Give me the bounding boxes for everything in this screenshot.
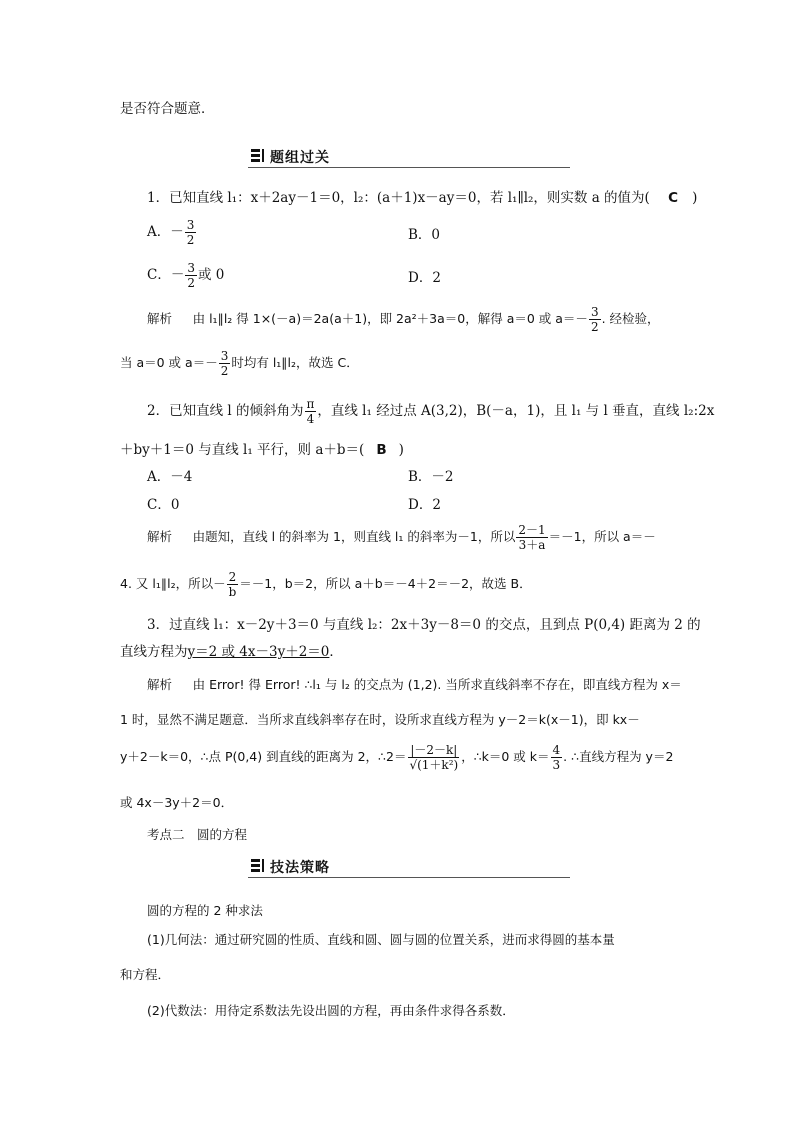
section-underline bbox=[248, 877, 570, 878]
solution-3-line-3: y＋2－k＝0，∴点 P(0,4) 到直线的距离为 2，∴2＝ $\frac{|-2-k|}{\text{√(1＋k²)}}$ ，∴k＝0 或 k＝ $\frac{4}{3}$ . ∴直线方程为 y＝2 bbox=[120, 743, 674, 772]
question-3-stem-line-2: 直线方程为y＝2 或 4x－3y＋2＝0． bbox=[120, 644, 343, 660]
solution-1-line-2: 当 a＝0 或 a＝－ $\frac{3}{2}$ 时均有 l₁∥l₂，故选 C． bbox=[120, 349, 359, 378]
question-2-stem-line-1: 2．已知直线 l 的倾斜角为 $\frac{\pi}{4}$ ，直线 l₁ 经过点 A(3,2)，B(－a，1)，且 l₁ 与 l 垂直，直线 l₂:2x bbox=[147, 397, 715, 426]
answer-blank: y＝2 或 4x－3y＋2＝0 bbox=[187, 644, 330, 660]
section-underline bbox=[248, 167, 570, 168]
continuation-text: 是否符合题意． bbox=[120, 101, 215, 117]
question-3-stem-line-1: 3．过直线 l₁：x－2y＋3＝0 与直线 l₂：2x＋3y－8＝0 的交点，且到点 P(0,4) 距离为 2 的 bbox=[147, 617, 701, 633]
option-a: A．－ $\frac{3}{2}$ bbox=[147, 218, 195, 247]
solution-2-line-2: 4. 又 l₁∥l₂，所以－ $\frac{2}{b}$ ＝－1，b＝2，所以 a＋b＝－4＋2＝－2，故选 B． bbox=[120, 570, 532, 599]
answer-letter: B bbox=[376, 442, 387, 458]
section-title: 题组过关 bbox=[270, 150, 330, 166]
solution-label: 解析 bbox=[147, 677, 173, 692]
option-a: A．－4 bbox=[147, 469, 193, 485]
solution-3-line-4: 或 4x－3y＋2＝0． bbox=[120, 795, 234, 810]
solution-label: 解析 bbox=[147, 529, 173, 544]
question-1-stem: 1．已知直线 l₁：x＋2ay－1＝0，l₂：(a＋1)x－ay＝0，若 l₁∥l₂，则实数 a 的值为( C ) bbox=[147, 190, 698, 206]
option-b: B．0 bbox=[408, 227, 441, 243]
section-header-strategy bbox=[248, 856, 570, 878]
solution-2-line-1: 解析 由题知，直线 l 的斜率为 1，则直线 l₁ 的斜率为－1，所以 $\frac{2-1}{3+a}$ ＝－1，所以 a＝－ bbox=[147, 523, 656, 552]
section-marker-icon bbox=[251, 859, 265, 873]
option-c: C．－ $\frac{3}{2}$ 或 0 bbox=[147, 261, 225, 290]
method-intro: 圆的方程的 2 种求法 bbox=[147, 903, 263, 918]
section-header-practice bbox=[248, 146, 570, 168]
section-title: 技法策略 bbox=[270, 860, 330, 876]
method-2: (2)代数法：用待定系数法先设出圆的方程，再由条件求得各系数． bbox=[147, 1003, 515, 1018]
option-d: D．2 bbox=[408, 497, 441, 513]
option-b: B．－2 bbox=[408, 469, 454, 485]
question-2-stem-line-2: ＋by＋1＝0 与直线 l₁ 平行，则 a＋b＝( B ) bbox=[120, 442, 404, 458]
topic-heading: 考点二 圆的方程 bbox=[147, 827, 248, 842]
method-1-line-2: 和方程． bbox=[120, 967, 171, 982]
solution-1-line-1: 解析 由 l₁∥l₂ 得 1×(－a)＝2a(a＋1)，即 2a²＋3a＝0，解得 a＝0 或 a＝－ $\frac{3}{2}$ . 经检验， bbox=[147, 305, 660, 334]
solution-3-line-1: 解析 由 Error! 得 Error! ∴l₁ 与 l₂ 的交点为 (1,2). 当所求直线斜率不存在，即直线方程为 x＝ bbox=[147, 677, 682, 692]
section-marker-icon bbox=[251, 149, 265, 163]
method-1-line-1: (1)几何法：通过研究圆的性质、直线和圆、圆与圆的位置关系，进而求得圆的基本量 bbox=[147, 932, 615, 947]
option-c: C．0 bbox=[147, 497, 180, 513]
solution-3-line-2: 1 时，显然不满足题意．当所求直线斜率存在时，设所求直线方程为 y－2＝k(x－1)，即 kx－ bbox=[120, 712, 640, 727]
solution-label: 解析 bbox=[147, 311, 173, 326]
option-d: D．2 bbox=[408, 270, 441, 286]
answer-letter: C bbox=[668, 190, 679, 206]
